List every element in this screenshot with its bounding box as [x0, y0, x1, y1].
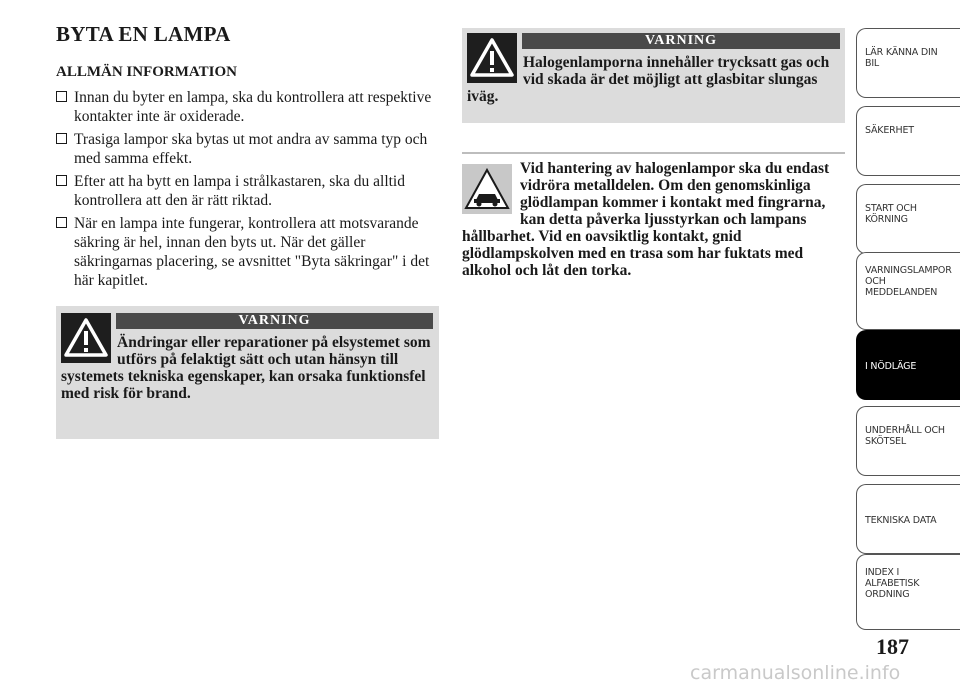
sidebar-tab-underhall-och-skotsel[interactable]: UNDERHÅLL OCH SKÖTSEL [856, 406, 960, 476]
note-block [462, 160, 845, 279]
warning-box-halogen [462, 28, 845, 123]
list-item: Efter att ha bytt en lampa i strålkastaren, ska du alltid kontrollera att den är rätt riktad. [56, 172, 446, 210]
warning-text: Halogenlamporna innehåller trycksatt gas och vid skada är det möjligt att glasbitar slungas iväg. [467, 54, 830, 105]
checkbox-bullet-icon [56, 175, 67, 186]
page-number: 187 [876, 634, 909, 659]
watermark: carmanualsonline.info [690, 662, 901, 684]
warning-box-electrical [56, 306, 439, 439]
list-item: När en lampa inte fungerar, kontrollera att motsvarande säkring är hel, innan den byts ut. När det gäller säkringarnas placering, se avsnittet "Byta säkringar" i det här kapitlet. [56, 214, 446, 290]
page-title: BYTA EN LAMPA [56, 22, 231, 46]
list-item: Innan du byter en lampa, ska du kontrollera att respektive kontakter inte är oxiderade. [56, 88, 446, 126]
checkbox-bullet-icon [56, 217, 67, 228]
warning-label: VARNING [116, 313, 433, 329]
list-item: Trasiga lampor ska bytas ut mot andra av samma typ och med samma effekt. [56, 130, 446, 168]
sidebar-tab-index[interactable]: INDEX I ALFABETISK ORDNING [856, 554, 960, 630]
sidebar-tab-lar-kanna-din-bil[interactable]: LÄR KÄNNA DIN BIL [856, 28, 960, 98]
sidebar-tab-i-nodlage[interactable]: I NÖDLÄGE [856, 330, 960, 400]
sidebar-tab-varningslampor[interactable]: VARNINGSLAMPOR OCH MEDDELANDEN [856, 252, 960, 330]
car-note-icon [462, 164, 512, 214]
note-text: Vid hantering av halogenlampor ska du endast vidröra metalldelen. Om den genomskinliga glödlampan kommer i kontakt med fingrarna, kan detta påverka ljusstyrkan och lampans hållbarhet. Vid en oavsiktlig kontakt, gnid glödlampskolven med en trasa som har fuktats med alkohol och låt den torka. [462, 160, 830, 279]
checkbox-bullet-icon [56, 133, 67, 144]
warning-label: VARNING [522, 33, 840, 49]
sidebar-tab-tekniska-data[interactable]: TEKNISKA DATA [856, 484, 960, 554]
divider [462, 152, 845, 154]
sidebar-tab-start-och-korning[interactable]: START OCH KÖRNING [856, 184, 960, 254]
sidebar-tab-sakerhet[interactable]: SÄKERHET [856, 106, 960, 176]
warning-text: Ändringar eller reparationer på elsystemet som utförs på felaktigt sätt och utan hänsyn till systemets tekniska egenskaper, kan orsaka funktionsfel med risk för brand. [61, 334, 431, 402]
checkbox-bullet-icon [56, 91, 67, 102]
section-heading: ALLMÄN INFORMATION [56, 64, 237, 80]
bullet-list [56, 88, 446, 294]
